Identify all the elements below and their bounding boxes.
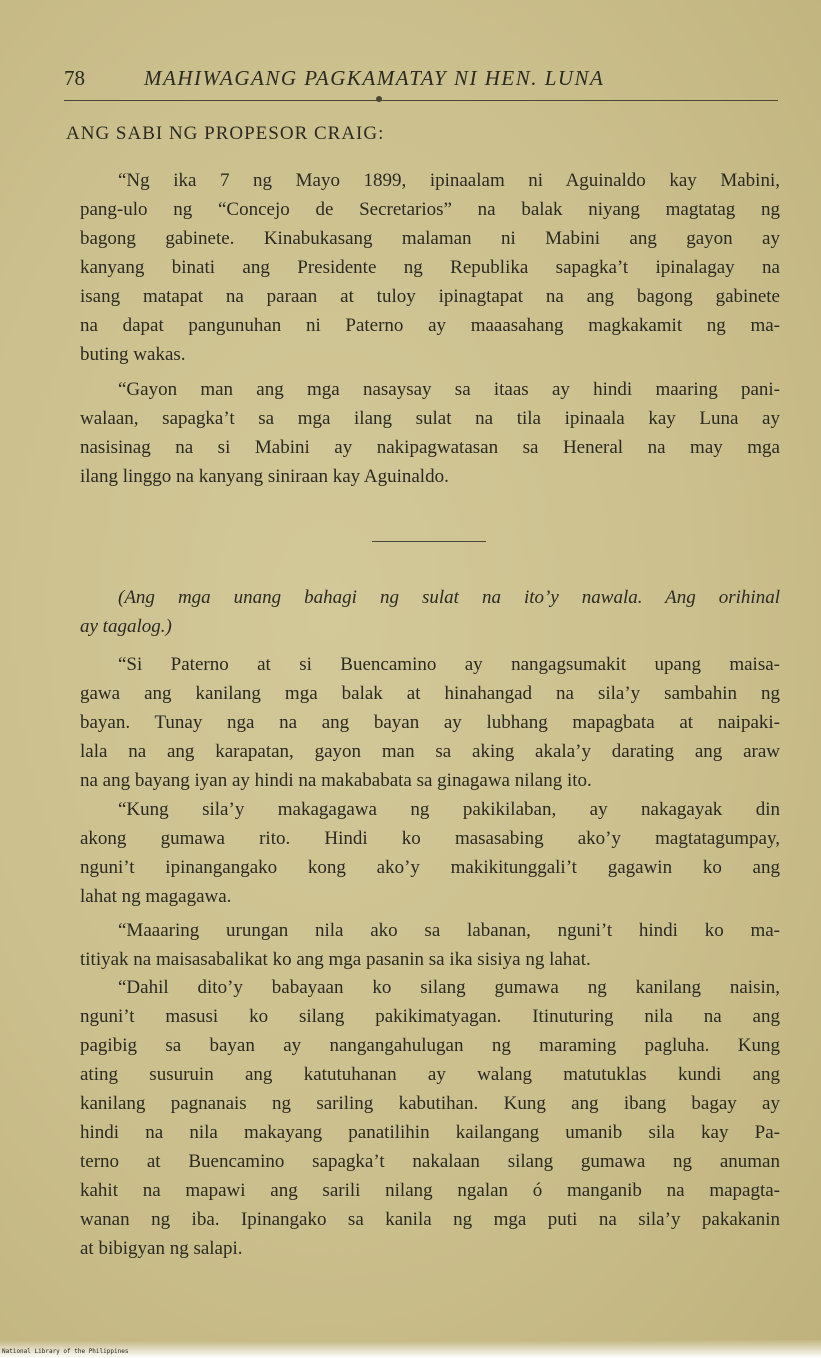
section-divider bbox=[372, 541, 486, 542]
text-line: gawa ang kanilang mga balak at hinahangad na sila’y sambahin ng bbox=[80, 683, 780, 704]
page-header bbox=[64, 66, 776, 96]
text-line: (Ang mga unang bahagi ng sulat na ito’y nawala. Ang orihinal bbox=[118, 587, 780, 608]
text-line: na ang bayang iyan ay hindi na makababata sa ginagawa nilang ito. bbox=[80, 770, 592, 791]
paragraph-6 bbox=[80, 973, 780, 1263]
text-line: “Si Paterno at si Buencamino ay nangagsumakit upang maisa- bbox=[118, 654, 780, 675]
text-line: “Gayon man ang mga nasaysay sa itaas ay hindi maaring pani- bbox=[118, 379, 780, 400]
editorial-note bbox=[80, 583, 780, 641]
text-line: wanan ng iba. Ipinangako sa kanila ng mga puti na sila’y pakakanin bbox=[80, 1209, 780, 1230]
text-line: isang matapat na paraan at tuloy ipinagtapat na ang bagong gabinete bbox=[80, 286, 780, 307]
text-line: nguni’t masusi ko silang pakikimatyagan. Itinuturing nila na ang bbox=[80, 1006, 780, 1027]
text-line: nasisinag na si Mabini ay nakipagwatasan sa Heneral na may mga bbox=[80, 437, 780, 458]
text-line: walaan, sapagka’t sa mga ilang sulat na tila ipinaala kay Luna ay bbox=[80, 408, 780, 429]
text-line: titiyak na maisasabalikat ko ang mga pasanin sa ika sisiya ng lahat. bbox=[80, 949, 591, 970]
text-line: ating susuruin ang katutuhanan ay walang matutuklas kundi ang bbox=[80, 1064, 780, 1085]
paragraph-1 bbox=[80, 166, 780, 369]
text-line: bayan. Tunay nga na ang bayan ay lubhang mapagbata at naipaki- bbox=[80, 712, 780, 733]
text-line: hindi na nila makayang panatilihin kailangang umanib sila kay Pa- bbox=[80, 1122, 780, 1143]
paragraph-5 bbox=[80, 916, 780, 974]
paragraph-3 bbox=[80, 650, 780, 795]
paragraph-2 bbox=[80, 375, 780, 491]
running-title: MAHIWAGANG PAGKAMATAY NI HEN. LUNA bbox=[144, 66, 605, 90]
text-line: “Maaaring urungan nila ako sa labanan, nguni’t hindi ko ma- bbox=[118, 920, 780, 941]
text-line: kahit na mapawi ang sarili nilang ngalan ó manganib na mapagta- bbox=[80, 1180, 780, 1201]
text-line: nguni’t ipinangangako kong ako’y makikitunggali’t gagawin ko ang bbox=[80, 857, 780, 878]
header-rule-ornament bbox=[376, 96, 382, 102]
header-rule bbox=[64, 100, 778, 101]
text-line: “Kung sila’y makagagawa ng pakikilaban, ay nakagayak din bbox=[118, 799, 780, 820]
text-line: pang-ulo ng “Concejo de Secretarios” na balak niyang magtatag ng bbox=[80, 199, 780, 220]
section-heading: ANG SABI NG PROPESOR CRAIG: bbox=[66, 123, 385, 144]
paragraph-4 bbox=[80, 795, 780, 911]
text-line: buting wakas. bbox=[80, 344, 186, 365]
text-line: kanilang pagnanais ng sariling kabutihan. Kung ang ibang bagay ay bbox=[80, 1093, 780, 1114]
text-line: ilang linggo na kanyang siniraan kay Aguinaldo. bbox=[80, 466, 449, 487]
text-line: lahat ng magagawa. bbox=[80, 886, 232, 907]
text-line: lala na ang karapatan, gayon man sa aking akala’y darating ang araw bbox=[80, 741, 780, 762]
text-line: “Ng ika 7 ng Mayo 1899, ipinaalam ni Aguinaldo kay Mabini, bbox=[118, 170, 780, 191]
text-line: pagibig sa bayan ay nangangahulugan ng maraming pagluha. Kung bbox=[80, 1035, 780, 1056]
text-line: ay tagalog.) bbox=[80, 616, 172, 637]
text-line: at bibigyan ng salapi. bbox=[80, 1238, 243, 1259]
scan-credit: National Library of the Philippines bbox=[2, 1348, 129, 1355]
text-line: terno at Buencamino sapagka’t nakalaan silang gumawa ng anuman bbox=[80, 1151, 780, 1172]
text-line: bagong gabinete. Kinabukasang malaman ni Mabini ang gayon ay bbox=[80, 228, 780, 249]
text-line: kanyang binati ang Presidente ng Republika sapagka’t ipinalagay na bbox=[80, 257, 780, 278]
text-line: akong gumawa rito. Hindi ko masasabing ako’y magtatagumpay, bbox=[80, 828, 780, 849]
page-number: 78 bbox=[64, 66, 85, 90]
text-line: na dapat pangunuhan ni Paterno ay maaasahang magkakamit ng ma- bbox=[80, 315, 780, 336]
text-line: “Dahil dito’y babayaan ko silang gumawa ng kanilang naisin, bbox=[118, 977, 780, 998]
